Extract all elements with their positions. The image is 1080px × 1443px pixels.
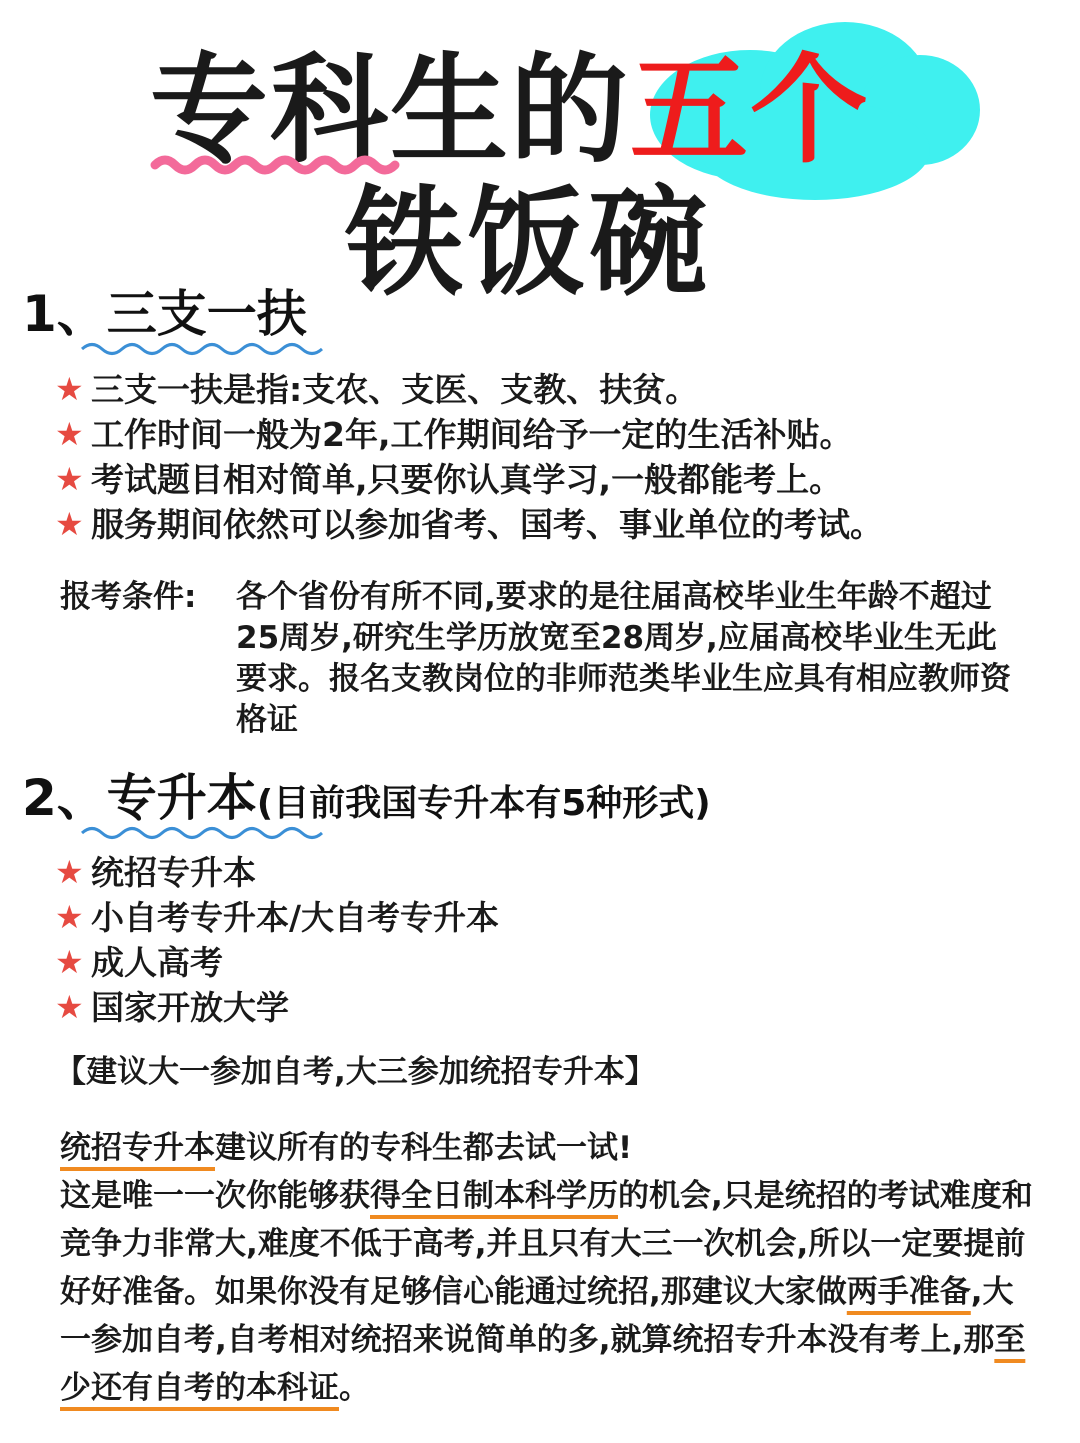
list-item: ★ 服务期间依然可以参加省考、国考、事业单位的考试。	[55, 502, 883, 547]
underlined-text: 至少还有自考的本科证	[60, 1322, 1026, 1406]
star-icon: ★	[55, 853, 84, 891]
page-title-line2: 铁饭碗	[345, 174, 712, 312]
title-part1: 专科生的	[150, 41, 631, 179]
section2-subheading: (目前我国专升本有5种形式)	[256, 783, 711, 824]
section1-heading: 1、三支一扶	[22, 285, 307, 343]
list-item: ★ 小自考专升本/大自考专升本	[55, 895, 499, 940]
paragraph-body: 这是唯一一次你能够获得全日制本科学历的机会,只是统招的考试难度和竞争力非常大,难度不低于高考,并且只有大三一次机会,所以一定要提前好好准备。如果你没有足够信心能通过统招,那建议大家做两手准备,大一参加自考,自考相对统招来说简单的多,就算统招专升本没有考上,那至少还有自考的本科证。	[60, 1178, 1033, 1406]
star-icon: ★	[55, 898, 84, 936]
underlined-text: 两手准备	[846, 1274, 971, 1310]
underlined-text: 得全日制本科学历	[370, 1178, 618, 1214]
title-highlight: 五个	[630, 41, 871, 179]
star-icon: ★	[55, 988, 84, 1026]
section2-bullet-list	[55, 850, 499, 1030]
section2-wave-decoration	[80, 822, 330, 844]
list-item: ★ 三支一扶是指:支农、支医、支教、扶贫。	[55, 367, 883, 412]
list-item: ★ 国家开放大学	[55, 985, 499, 1030]
section1-wave-decoration	[80, 338, 330, 360]
star-icon: ★	[55, 943, 84, 981]
underlined-text: 统招专升本	[60, 1130, 215, 1166]
advice-note: 【建议大一参加自考,大三参加统招专升本】	[55, 1054, 656, 1090]
advice-paragraph	[60, 1124, 1035, 1412]
star-icon: ★	[55, 415, 84, 453]
section2-heading: 2、专升本	[22, 769, 257, 827]
star-icon: ★	[55, 460, 84, 498]
list-item: ★ 统招专升本	[55, 850, 499, 895]
list-item: ★ 成人高考	[55, 940, 499, 985]
list-item: ★ 考试题目相对简单,只要你认真学习,一般都能考上。	[55, 457, 883, 502]
star-icon: ★	[55, 370, 84, 408]
list-item: ★ 工作时间一般为2年,工作期间给予一定的生活补贴。	[55, 412, 883, 457]
star-icon: ★	[55, 505, 84, 543]
conditions-label: 报考条件:	[60, 579, 197, 615]
conditions-text: 各个省份有所不同,要求的是往届高校毕业生年龄不超过25周岁,研究生学历放宽至28周岁,应届高校毕业生无此要求。报名支教岗位的非师范类毕业生应具有相应教师资格证	[236, 579, 1011, 738]
paragraph-line1: 统招专升本建议所有的专科生都去试一试!	[60, 1130, 633, 1166]
section1-bullet-list	[55, 367, 883, 547]
